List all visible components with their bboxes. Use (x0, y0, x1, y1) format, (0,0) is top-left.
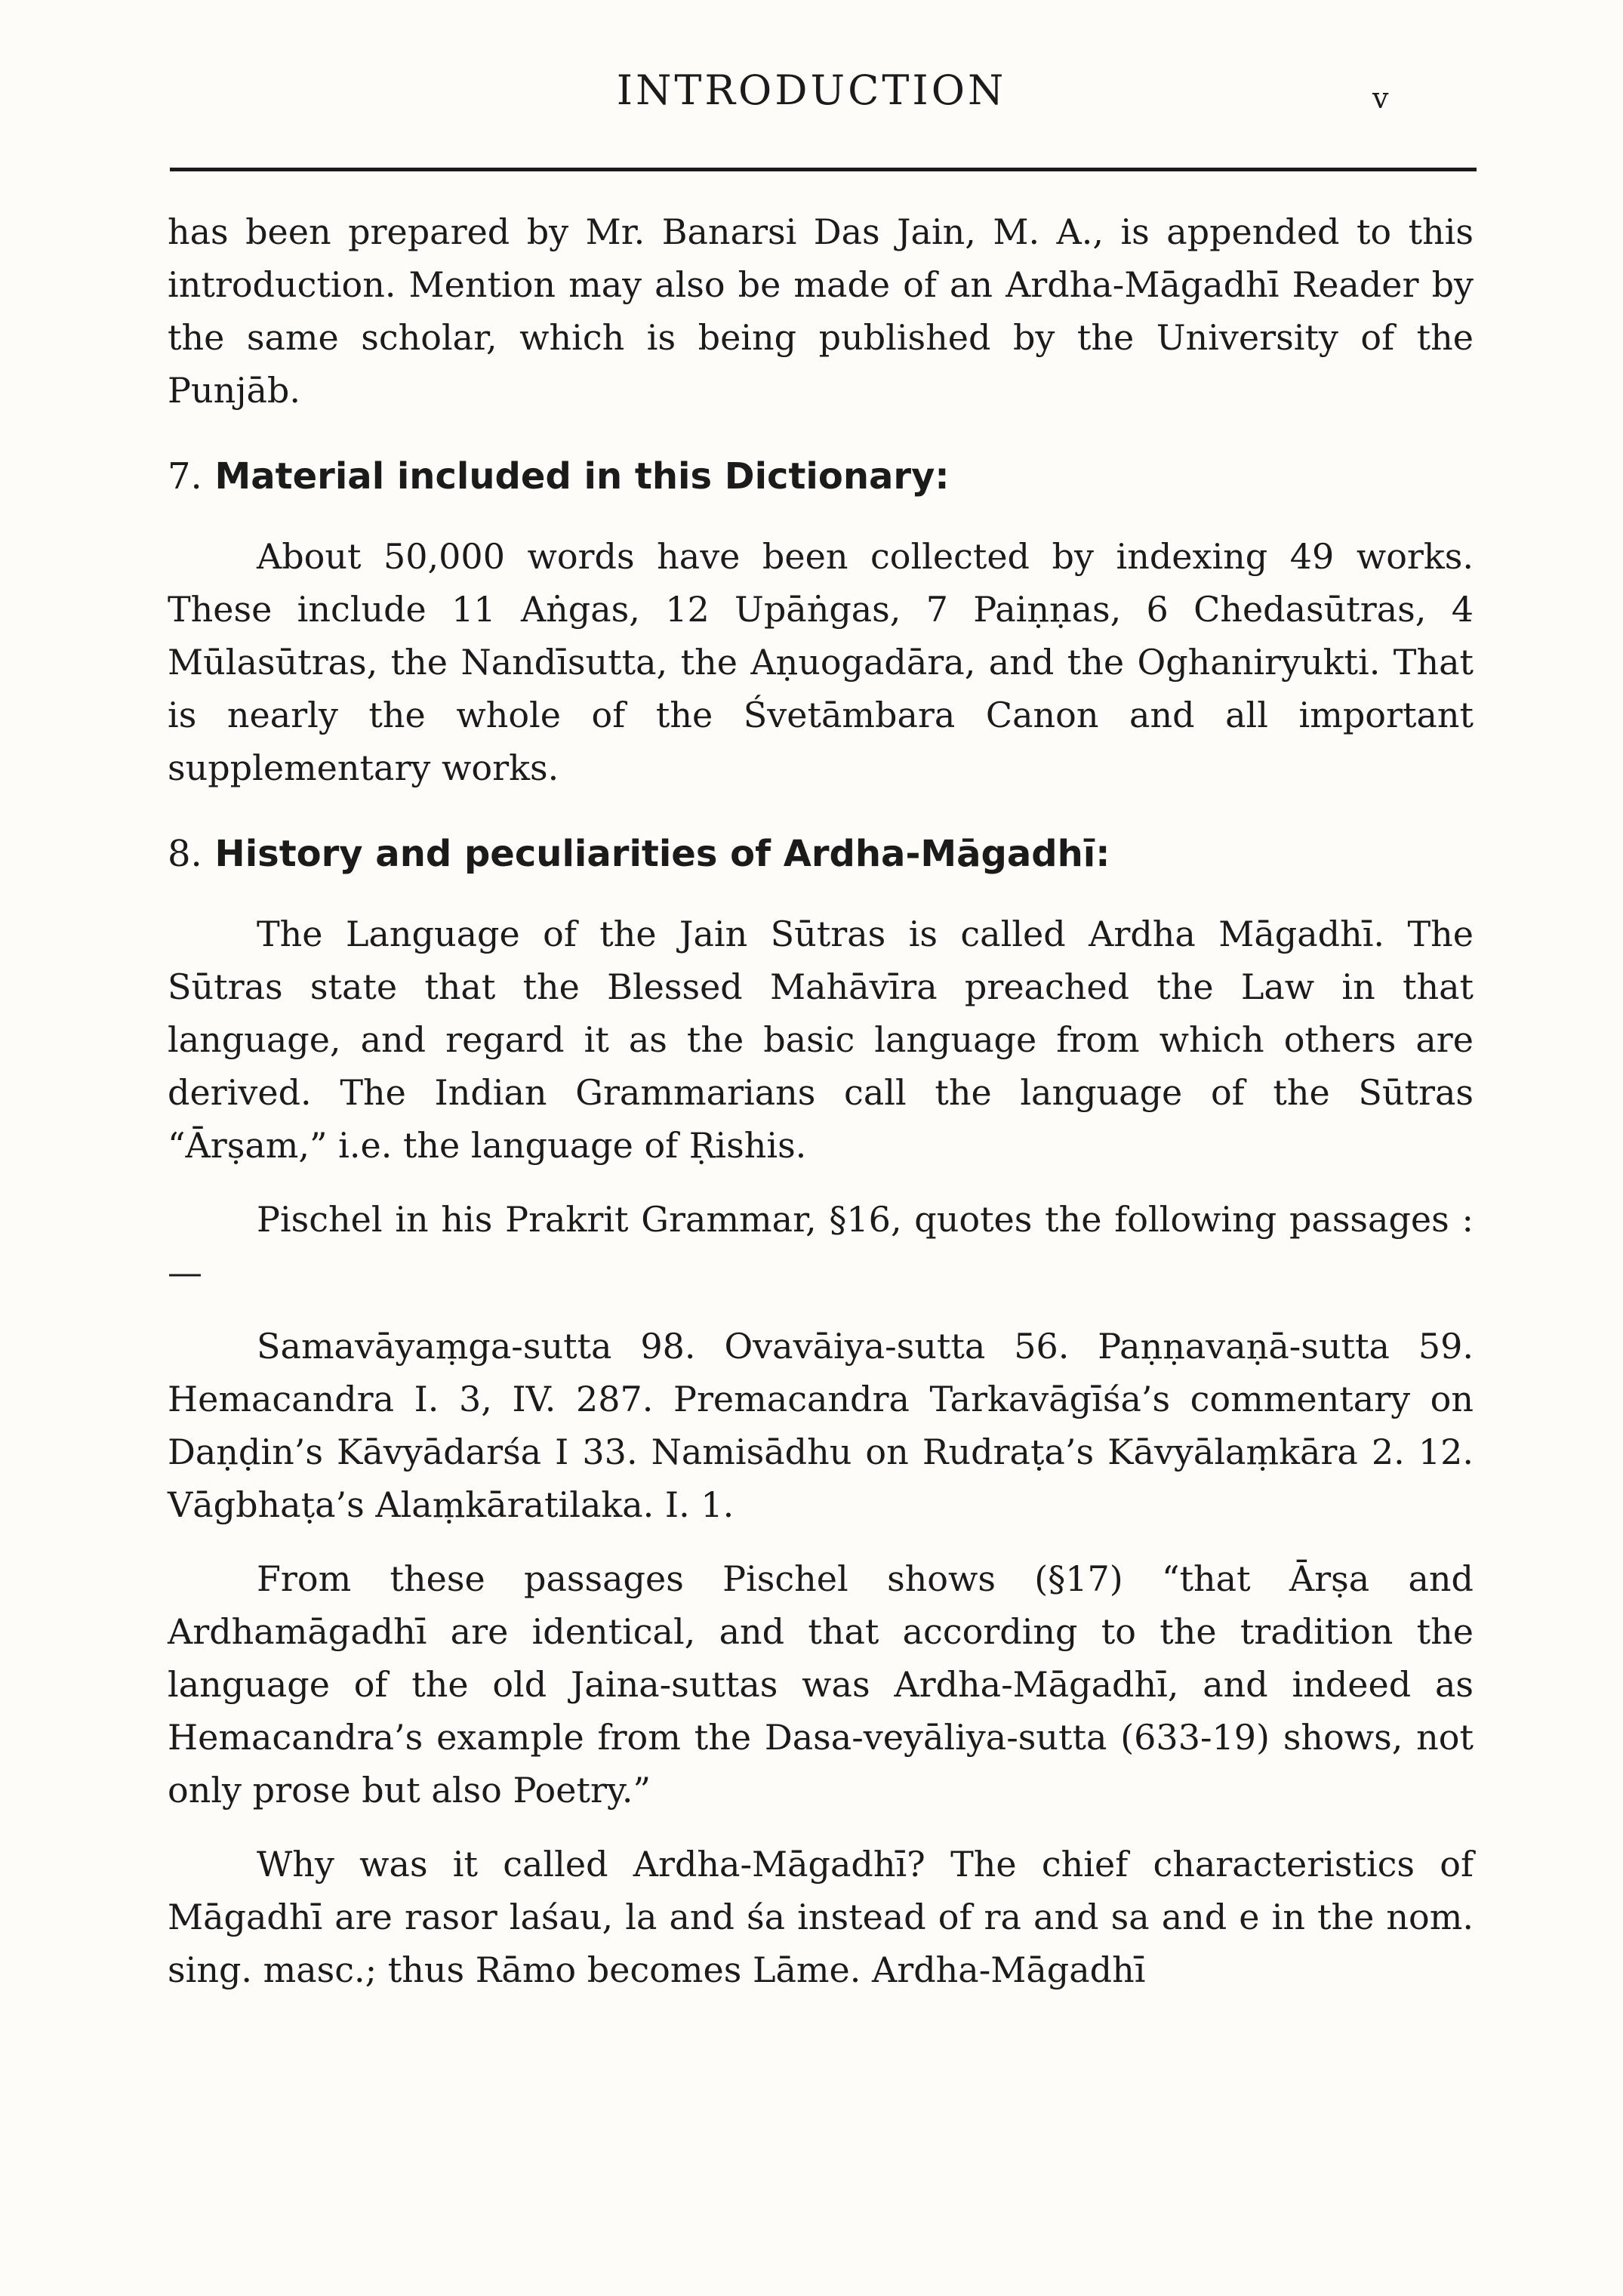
section-8-paragraph-5: Why was it called Ardha-Māgadhī? The chief characteristics of Māgadhī are rasor laśau, la and śa instead of ra and sa and e in the nom. sing. masc.; thus Rāmo becomes Lāme. Ardha-Māgadhī (168, 1844, 1474, 1990)
section-8-paragraph-2: Pischel in his Prakrit Grammar, §16, quotes the following passages :— (168, 1199, 1474, 1293)
section-8-heading (168, 827, 1474, 880)
section-8-number: 8. (168, 833, 202, 875)
intro-paragraph: has been prepared by Mr. Banarsi Das Jain, M. A., is appended to this introduction. Mention may also be made of an Ardha-Māgadhī Reader by the same scholar, which is being published by the University of the Punjāb. (168, 211, 1474, 411)
page-number: v (1372, 82, 1389, 115)
section-7-paragraph: About 50,000 words have been collected by indexing 49 works. These include 11 Aṅgas, 12 Upāṅgas, 7 Paiṇṇas, 6 Chedasūtras, 4 Mūlasūtras, the Nandīsutta, the Aṇuogadāra, and the Oghaniryukti. That is nearly the whole of the Śvetāmbara Canon and all important supplementary works. (168, 536, 1474, 788)
running-title: INTRODUCTION (616, 66, 1007, 114)
page-header (0, 66, 1623, 127)
section-7-title: Material included in this Dictionary: (214, 455, 950, 498)
section-8-paragraph-1: The Language of the Jain Sūtras is called Ardha Māgadhī. The Sūtras state that the Blessed Mahāvīra preached the Law in that language, and regard it as the basic language from which others are derived. The Indian Grammarians call the language of the Sūtras “Ārṣam,” i.e. the language of Ṛishis. (168, 914, 1474, 1166)
section-8-paragraph-4: From these passages Pischel shows (§17) “that Ārṣa and Ardhamāgadhī are identical, and that according to the tradition the language of the old Jaina-suttas was Ardha-Māgadhī, and indeed as Hemacandra’s example from the Dasa-veyāliya-sutta (633-19) shows, not only prose but also Poetry.” (168, 1558, 1474, 1811)
section-8-title: History and peculiarities of Ardha-Māgadhī: (214, 833, 1110, 875)
section-7-number: 7. (168, 455, 202, 498)
page-body (168, 205, 1474, 1996)
header-rule (170, 168, 1477, 171)
section-7-heading (168, 450, 1474, 503)
section-8-paragraph-3: Samavāyaṃga-sutta 98. Ovavāiya-sutta 56. Paṇṇavaṇā-sutta 59. Hemacandra I. 3, IV. 287. Premacandra Tarkavāgīśa’s commentary on Daṇḍin’s Kāvyādarśa I 33. Namisādhu on Rudraṭa’s Kāvyālaṃkāra 2. 12. Vāgbhaṭa’s Alaṃkāratilaka. I. 1. (168, 1326, 1474, 1525)
